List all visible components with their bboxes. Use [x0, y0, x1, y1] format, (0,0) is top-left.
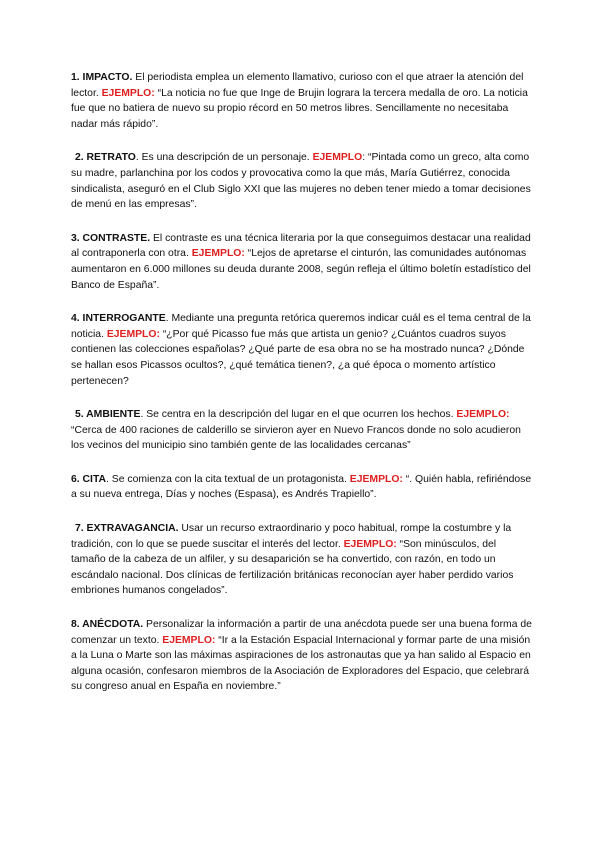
- section-retrato: [71, 150, 533, 212]
- section-description: . Mediante una pregunta retórica queremos indicar cuál es el tema central de la noticia.: [71, 313, 531, 340]
- section-heading: 5. AMBIENTE: [75, 409, 141, 421]
- section-heading: 3. CONTRASTE.: [71, 232, 151, 244]
- section-heading: 1. IMPACTO.: [71, 72, 133, 83]
- section-heading: 8. ANÉCDOTA.: [71, 619, 144, 631]
- section-description: . Es una descripción de un personaje.: [135, 152, 313, 164]
- section-heading: 2. RETRATO: [75, 152, 136, 164]
- example-label: EJEMPLO:: [106, 328, 160, 340]
- section-description: El contraste es una técnica literaria por la que conseguimos destacar una realidad al contraponerla con otra.: [71, 232, 531, 260]
- section-heading: 6. CITA: [71, 473, 107, 485]
- example-label: EJEMPLO:: [343, 538, 397, 550]
- section-description: Personalizar la información a partir de una anécdota puede ser una buena forma de comenzar un texto.: [71, 619, 532, 646]
- example-text: : “Pintada como un greco, alta como su madre, parlanchina por los codos y provocativa como la que más, María Gutiérrez, conocida sindicalista, aseguró en el Club Siglo XXI que las mujeres no deben tener miedo a tomar decisiones de menú en las empresas”.: [71, 152, 531, 211]
- example-text: “Son minúsculos, del tamaño de la cabeza de un alfiler, y su desaparición se ha convertido, con razón, en todo un escándalo nacional. Dos clínicas de fertilización británicas reconocían ayer haber perdido varios embriones humanos congelados”.: [71, 538, 514, 597]
- example-label: EJEMPLO:: [456, 409, 510, 421]
- section-interrogante: [71, 311, 533, 389]
- section-heading: 7. EXTRAVAGANCIA.: [75, 523, 179, 535]
- section-cita: [71, 472, 533, 503]
- example-label: EJEMPLO:: [101, 87, 155, 99]
- section-anecdota: [71, 617, 533, 695]
- section-heading: 4. INTERROGANTE: [71, 313, 166, 325]
- example-text: “. Quién habla, refiriéndose a su nueva entrega, Días y noches (Espasa), es Andrés Trapiello”.: [71, 473, 532, 501]
- section-contraste: [71, 231, 533, 293]
- example-text: “Lejos de apretarse el cinturón, las comunidades autónomas aumentaron en 6.000 millones su deuda durante 2008, según refleja el último boletín estadístico del Banco de España”.: [71, 248, 531, 291]
- example-text: “La noticia no fue que Inge de Brujin lograra la tercera medalla de oro. La noticia fue que no batiera de nuevo su propio récord en 50 metros libres. Sencillamente no necesitaba nadar más rápido”.: [71, 87, 528, 130]
- example-text: “Ir a la Estación Espacial Internacional y formar parte de una misión a la Luna o Marte son las máximas aspiraciones de los astronautas que ya han salido al Espacio en alguna ocasión, confesaron miembros de la Asociación de Exploradores del Espacio, que celebrará su congreso anual en España en noviembre.”: [71, 634, 531, 693]
- section-description: Usar un recurso extraordinario y poco habitual, rompe la costumbre y la tradición, con lo que se puede suscitar el interés del lector.: [71, 523, 512, 550]
- example-label: EJEMPLO:: [162, 634, 216, 646]
- example-text: “¿Por qué Picasso fue más que artista un genio? ¿Cuántos cuadros suyos contienen las colecciones españolas? ¿Qué parte de esa obra no se ha mostrado nunca? ¿Dónde se hallan esos Picassos ocultos?, ¿qué temática tienen?, ¿a qué época o momento artístico pertenecen?: [71, 328, 525, 387]
- example-label: EJEMPLO:: [191, 248, 245, 260]
- example-label: EJEMPLO:: [349, 473, 403, 485]
- section-description: . Se comienza con la cita textual de un protagonista.: [106, 473, 350, 485]
- document-body: [71, 70, 533, 713]
- section-extravagancia: [71, 521, 533, 599]
- section-ambiente: [71, 407, 533, 454]
- section-impacto: [71, 70, 533, 132]
- section-description: El periodista emplea un elemento llamativo, curioso con el que atraer la atención del lector.: [71, 72, 524, 99]
- example-label: EJEMPLO: [312, 152, 363, 164]
- section-description: . Se centra en la descripción del lugar en el que ocurren los hechos.: [140, 409, 457, 421]
- example-text: “Cerca de 400 raciones de calderillo se sirvieron ayer en Nuevo Francos donde no solo acudieron los vecinos del municipio sino también gente de las localidades cercanas”: [71, 424, 521, 452]
